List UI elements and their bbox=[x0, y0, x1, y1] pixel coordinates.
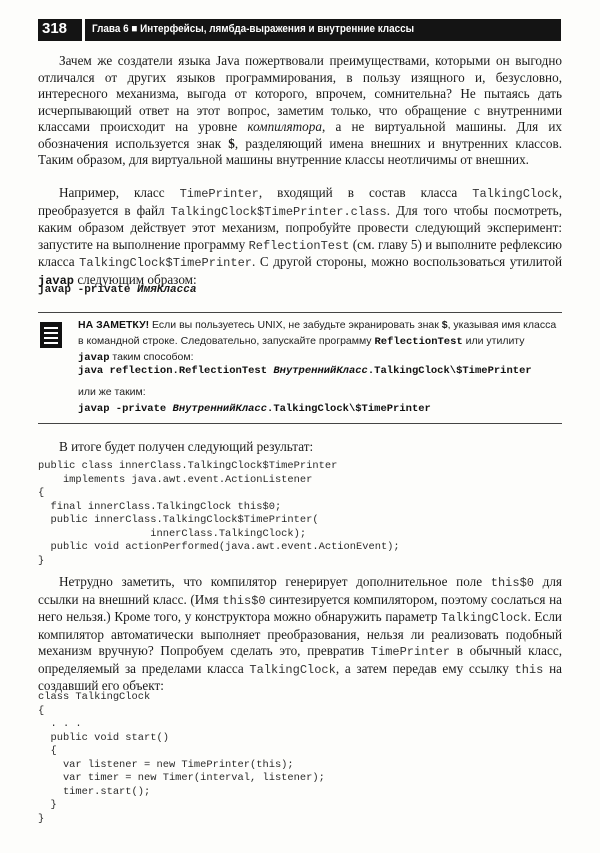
running-header bbox=[38, 19, 561, 41]
note-or-label: или же таким: bbox=[78, 386, 146, 398]
paragraph-4: Нетрудно заметить, что компилятор генерирует дополнительное поле this$0 для ссылки на внешний класс. (Имя this$0 синтезируется компилятором, поэтому сослаться на него нельзя.) Кроме того, у конструктора можно обнаружить параметр TalkingClock. Если компилятор автоматически выполняет преобразования, нельзя ли реализовать подобный механизм вручную? Попробуем сделать это, превратив TimePrinter в обычный класс, определяемый за пределами класса TalkingClock, а затем передав ему ссылку this на создавший его объект: bbox=[38, 574, 562, 694]
code-listing-talkingclock: class TalkingClock { . . . public void start() { var listener = new TimePrinter(this); var timer = new Timer(interval, listener); timer.start(); } } bbox=[38, 691, 325, 825]
note-command-2: javap -private ВнутреннийКласс.TalkingClock\$TimePrinter bbox=[78, 403, 431, 415]
page-number: 318 bbox=[42, 20, 68, 37]
note-text: НА ЗАМЕТКУ! Если вы пользуетесь UNIX, не забудьте экранировать знак $, указывая имя класса в командной строке. Следовательно, запускайте программу ReflectionTest или утилиту javap таким способом: bbox=[78, 319, 557, 364]
paragraph-1: Зачем же создатели языка Java пожертвовали преимуществами, которыми он выгодно отличался от других языков программирования, в пользу изящного и, безусловно, интересного механизма, выгода от которого, впрочем, сомнительна? Не пытаясь дать исчерпывающий ответ на этот вопрос, заметим только, что обращение с внутренними классами происходит на уровне компилятора, а не виртуальной машины. Для их обозначения используется знак $, разделяющий имена внешних и внутренних классов. Таким образом, для виртуальной машины внутренние классы неотличимы от внешних. bbox=[38, 53, 562, 168]
note-box bbox=[38, 312, 562, 424]
note-heading: НА ЗАМЕТКУ! bbox=[78, 319, 150, 331]
paragraph-2: Например, класс TimePrinter, входящий в состав класса TalkingClock, преобразуется в файл TalkingClock$TimePrinter.class. Для того чтобы посмотреть, каким образом действует этот механизм, попробуйте провести следующий эксперимент: запустите на выполнение программу ReflectionTest (см. главу 5) и выполните рефлексию класса TalkingClock$TimePrinter. С другой стороны, можно воспользоваться утилитой javap следующим образом: bbox=[38, 185, 563, 288]
code-listing-javap-output: public class innerClass.TalkingClock$TimePrinter implements java.awt.event.ActionListener { final innerClass.TalkingClock this$0; public innerClass.TalkingClock$TimePrinter( innerClass.TalkingClock); public void actionPerformed(java.awt.event.ActionEvent); } bbox=[38, 460, 400, 567]
note-command-1: java reflection.ReflectionTest ВнутреннийКласс.TalkingClock\$TimePrinter bbox=[78, 365, 532, 377]
chapter-title: Глава 6 ■ Интерфейсы, лямбда-выражения и внутренние классы bbox=[92, 23, 415, 35]
emphasis-compiler: компилятора bbox=[247, 119, 322, 135]
paragraph-3: В итоге будет получен следующий результат: bbox=[59, 439, 314, 454]
header-separator bbox=[82, 19, 85, 41]
javap-command: javap -private ИмяКласса bbox=[38, 284, 197, 296]
note-icon bbox=[40, 322, 62, 348]
